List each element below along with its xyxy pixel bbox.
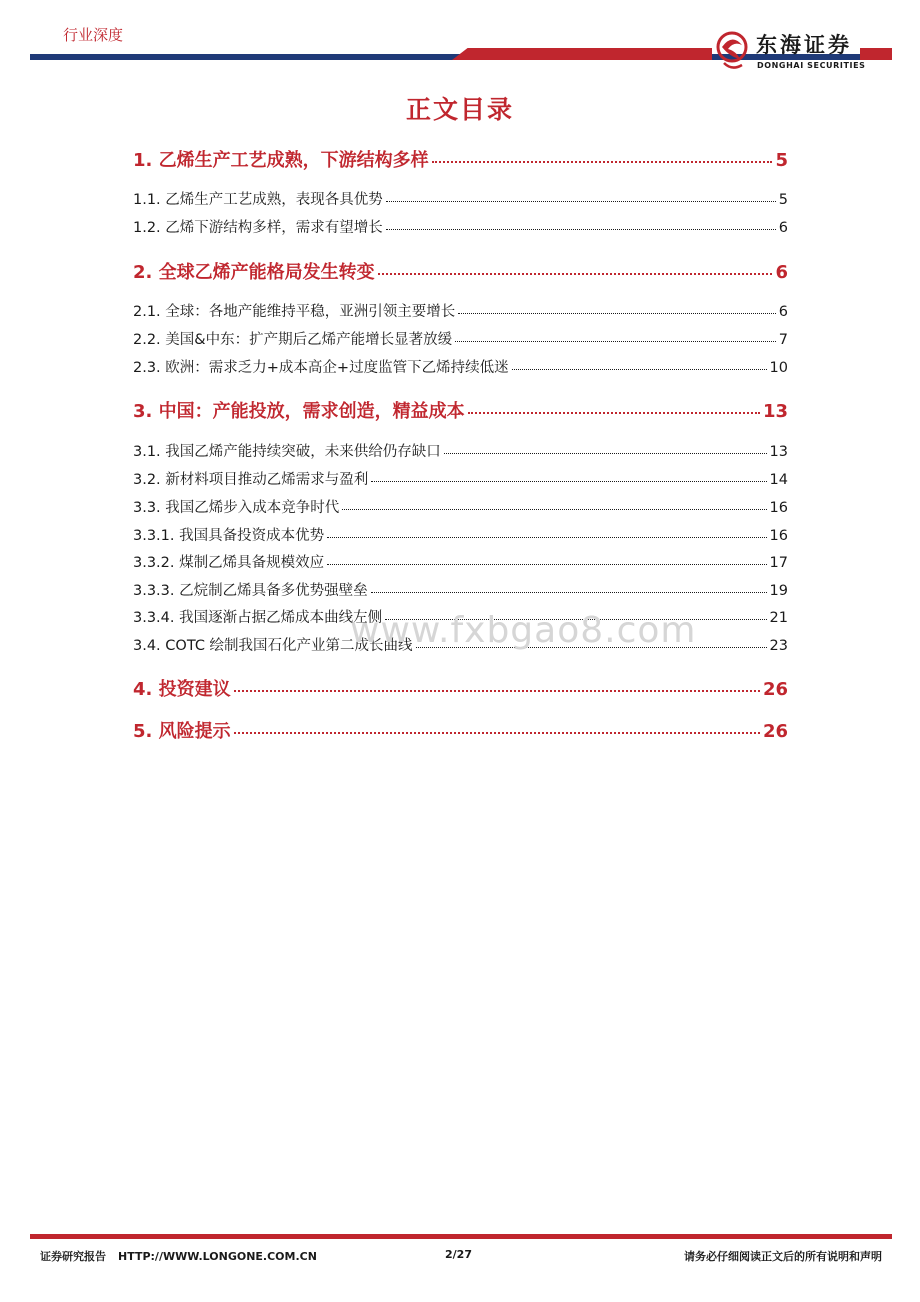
- toc-entry-label: 3.2. 新材料项目推动乙烯需求与盈利: [133, 472, 369, 488]
- toc-entry-label: 3.3.3. 乙烷制乙烯具备多优势强壁垒: [133, 583, 368, 599]
- toc-entry-level-2[interactable]: [133, 496, 788, 517]
- toc-entry-level-1[interactable]: [133, 717, 788, 743]
- report-category: 行业深度: [63, 26, 124, 44]
- toc-entry-page: 5: [778, 192, 788, 208]
- footer-rule: [30, 1234, 892, 1239]
- toc-entry-label: 3.3.4. 我国逐渐占据乙烯成本曲线左侧: [133, 610, 383, 626]
- donghai-logo: [714, 27, 864, 75]
- toc-entry-level-2[interactable]: [133, 356, 788, 377]
- toc-leader-dots: [444, 453, 767, 454]
- toc-entry-label: 3.3. 我国乙烯步入成本竞争时代: [133, 500, 340, 516]
- toc-entry-level-1[interactable]: [133, 258, 788, 284]
- toc-entry-label: 5. 风险提示: [133, 721, 231, 742]
- toc-entry-level-1[interactable]: [133, 146, 788, 172]
- toc-entry-page: 17: [769, 555, 788, 571]
- toc-entry-page: 10: [769, 360, 788, 376]
- toc-entry-page: 6: [778, 304, 788, 320]
- toc-entry-label: 1.2. 乙烯下游结构多样，需求有望增长: [133, 220, 383, 236]
- toc-entry-label: 1. 乙烯生产工艺成熟，下游结构多样: [133, 150, 429, 171]
- toc-entry-label: 2.3. 欧洲：需求乏力+成本高企+过度监管下乙烯持续低迷: [133, 360, 509, 376]
- toc-entry-page: 21: [769, 610, 788, 626]
- footer-page-number: 2/27: [445, 1248, 472, 1261]
- toc-entry-level-3[interactable]: [133, 551, 788, 572]
- toc-entry-level-2[interactable]: [133, 216, 788, 237]
- logo-chinese-name: 东海证券: [756, 33, 852, 57]
- toc-leader-dots: [386, 229, 776, 230]
- toc-entry-level-2[interactable]: [133, 468, 788, 489]
- toc-leader-dots: [468, 412, 760, 414]
- header-accent-bar-right: [860, 48, 892, 60]
- toc-leader-dots: [234, 732, 760, 734]
- toc-leader-dots: [432, 161, 773, 163]
- toc-entry-page: 26: [762, 721, 788, 742]
- toc-leader-dots: [458, 313, 775, 314]
- toc-entry-page: 13: [769, 444, 788, 460]
- toc-entry-label: 3.4. COTC 绘制我国石化产业第二成长曲线: [133, 638, 413, 654]
- toc-entry-label: 2.1. 全球：各地产能维持平稳，亚洲引领主要增长: [133, 304, 456, 320]
- toc-entry-label: 3. 中国：产能投放，需求创造，精益成本: [133, 401, 465, 422]
- watermark: www.fxbgao8.com: [350, 610, 697, 651]
- toc-entry-label: 3.1. 我国乙烯产能持续突破，未来供给仍存缺口: [133, 444, 441, 460]
- toc-entry-page: 6: [778, 220, 788, 236]
- toc-leader-dots: [342, 509, 766, 510]
- toc-entry-level-1[interactable]: [133, 675, 788, 701]
- toc-entry-label: 2.2. 美国&中东：扩产期后乙烯产能增长显著放缓: [133, 332, 453, 348]
- logo-english-name: DONGHAI SECURITIES: [757, 61, 866, 70]
- toc-leader-dots: [455, 341, 776, 342]
- toc-leader-dots: [371, 481, 766, 482]
- toc-entry-page: 23: [769, 638, 788, 654]
- toc-entry-page: 16: [769, 528, 788, 544]
- toc-entry-page: 5: [775, 150, 788, 171]
- footer-left: [40, 1248, 317, 1264]
- toc-leader-dots: [512, 369, 767, 370]
- toc-leader-dots: [386, 201, 776, 202]
- toc-entry-level-3[interactable]: [133, 524, 788, 545]
- toc-leader-dots: [234, 690, 760, 692]
- toc-entry-label: 3.3.2. 煤制乙烯具备规模效应: [133, 555, 325, 571]
- footer-report-type: 证券研究报告: [40, 1250, 106, 1263]
- toc-entry-label: 2. 全球乙烯产能格局发生转变: [133, 262, 375, 283]
- header-accent-bar: [452, 48, 712, 60]
- footer-url-link[interactable]: HTTP://WWW.LONGONE.COM.CN: [118, 1250, 317, 1263]
- toc-entry-page: 26: [762, 679, 788, 700]
- toc-entry-level-2[interactable]: [133, 440, 788, 461]
- toc-entry-label: 4. 投资建议: [133, 679, 231, 700]
- toc-entry-page: 14: [769, 472, 788, 488]
- toc-entry-level-2[interactable]: [133, 328, 788, 349]
- toc-entry-label: 3.3.1. 我国具备投资成本优势: [133, 528, 325, 544]
- dragon-emblem-icon: [714, 27, 750, 73]
- page-title: 正文目录: [405, 95, 514, 124]
- toc-leader-dots: [327, 564, 766, 565]
- toc-entry-page: 19: [769, 583, 788, 599]
- footer-disclaimer: 请务必仔细阅读正文后的所有说明和声明: [684, 1250, 882, 1263]
- toc-entry-level-3[interactable]: [133, 579, 788, 600]
- toc-entry-level-2[interactable]: [133, 300, 788, 321]
- toc-entry-page: 13: [762, 401, 788, 422]
- toc-entry-page: 6: [775, 262, 788, 283]
- toc-leader-dots: [378, 273, 773, 275]
- toc-entry-label: 1.1. 乙烯生产工艺成熟，表现各具优势: [133, 192, 383, 208]
- toc-entry-level-1[interactable]: [133, 397, 788, 423]
- toc-leader-dots: [371, 592, 767, 593]
- toc-entry-page: 16: [769, 500, 788, 516]
- toc-entry-page: 7: [778, 332, 788, 348]
- toc-entry-level-2[interactable]: [133, 188, 788, 209]
- toc-leader-dots: [327, 537, 766, 538]
